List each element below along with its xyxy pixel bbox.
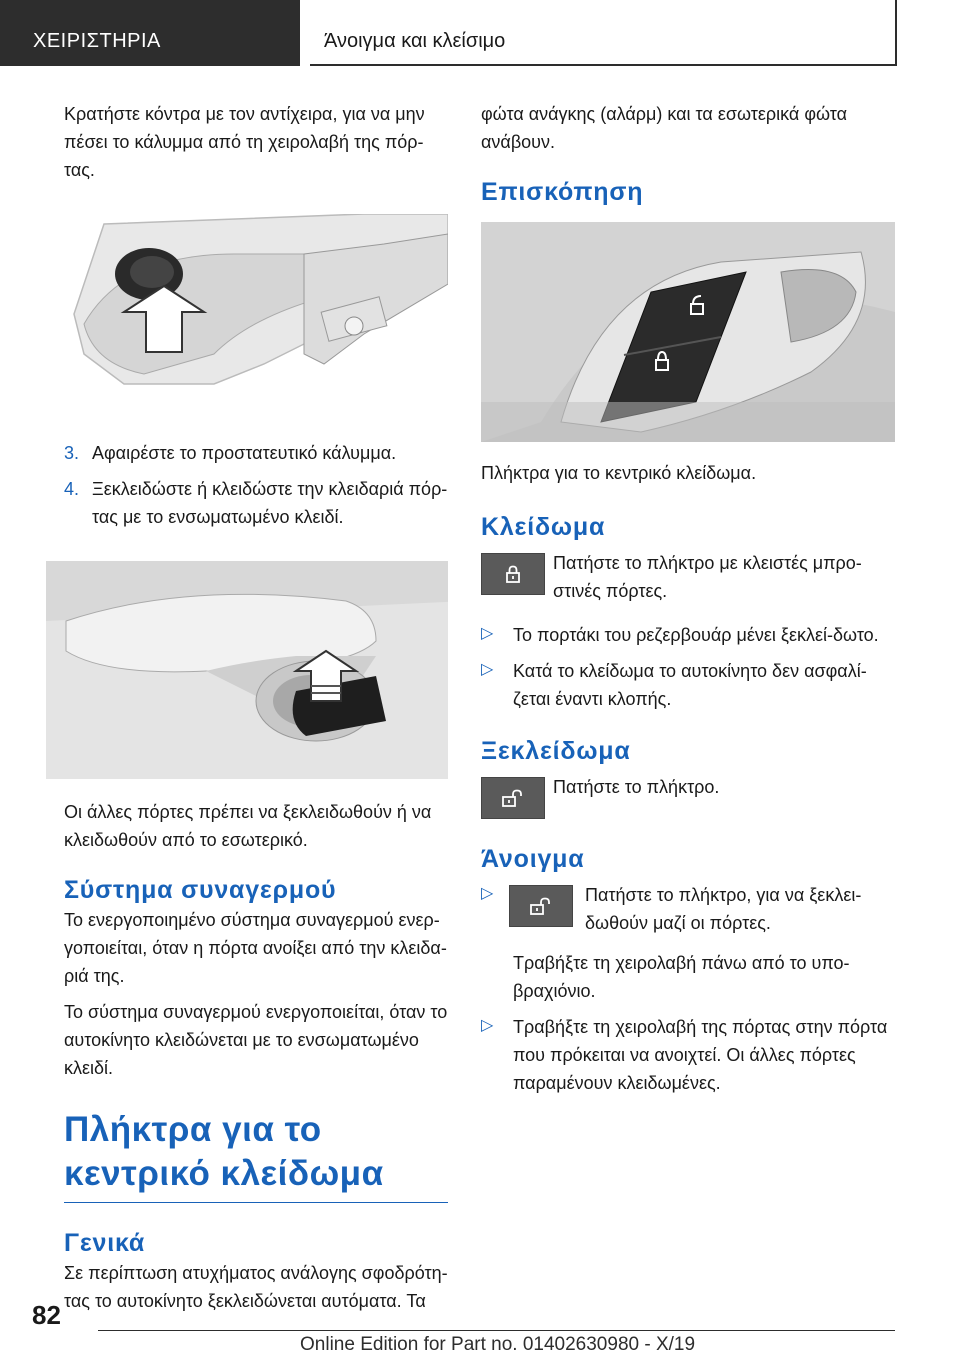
lock-bullet [481,657,895,713]
unlock-text: Πατήστε το πλήκτρο. [553,777,720,797]
lock-icon [503,564,523,584]
open-bullet-text: Τραβήξτε τη χειρολαβή της πόρτας στην πόρτα που πρόκειται να ανοιχτεί. Οι άλλες πόρτες παραμένουν κλειδωμένες. [513,1017,888,1093]
lock-instruction [481,549,895,609]
step-number: 3. [64,443,80,463]
step-item [64,439,448,467]
lock-bullet-text: Το πορτάκι του ρεζερβουάρ μένει ξεκλεί-δωτο. [513,625,879,645]
step-item [64,475,448,531]
lock-button [481,553,545,595]
unlock-icon [528,896,554,916]
unlock-button [509,885,573,927]
lock-bullet [481,621,895,649]
open-sub-paragraph: Τραβήξτε τη χειρολαβή πάνω από το υπο-βραχιόνιο. [513,953,850,1001]
general-heading: Γενικά [64,1229,146,1257]
open-heading: Άνοιγμα [481,845,585,873]
footer-rule [98,1330,895,1331]
section-heading: Πλήκτρα για το κεντρικό κλείδωμα [64,1110,384,1193]
step-number: 4. [64,479,80,499]
open-bullet [481,1013,895,1097]
step-text: Αφαιρέστε το προστατευτικό κάλυμμα. [92,443,397,463]
door-lock-key-illustration [28,561,448,779]
bullet-triangle-icon: ▷ [481,625,494,642]
edition-text: Online Edition for Part no. 01402630980 - X/19 [300,1334,696,1355]
alarm-heading: Σύστημα συναγερμού [64,876,337,904]
alarm-paragraph-2: Το σύστημα συναγερμού ενεργοποιείται, όταν το αυτοκίνητο κλειδώνεται με το ενσωματωμένο κλειδί. [64,1002,448,1078]
bullet-triangle-icon: ▷ [481,885,494,902]
section-tab [0,0,300,66]
left-column [64,100,448,1315]
open-text: Πατήστε το πλήκτρο, για να ξεκλει-δωθούν μαζί οι πόρτες. [585,885,862,933]
unlock-button [481,777,545,819]
lock-bullet-text: Κατά το κλείδωμα το αυτοκίνητο δεν ασφαλί-ζεται έναντι κλοπής. [513,661,867,709]
overview-heading: Επισκόπηση [481,178,644,206]
chapter-tab [310,0,897,66]
section-title: ΧΕΙΡΙΣΤΗΡΙΑ [33,30,161,52]
page-number: 82 [32,1300,61,1330]
handle-cover-illustration [64,214,448,414]
bullet-triangle-icon: ▷ [481,661,494,678]
bullet-triangle-icon: ▷ [481,1017,494,1034]
lock-text: Πατήστε το πλήκτρο με κλειστές μπρο-στινές πόρτες. [553,553,862,601]
open-bullet [481,881,895,941]
general-paragraph: Σε περίπτωση ατυχήματος ανάλογης σφοδρότη-τας το αυτοκίνητο ξεκλειδώνεται αυτόματα. Τα [64,1263,448,1311]
right-column [481,100,895,1097]
page-footer [0,1300,960,1362]
unlock-heading: Ξεκλείδωμα [481,737,631,765]
continued-paragraph: φώτα ανάγκης (αλάρμ) και τα εσωτερικά φώτα ανάβουν. [481,104,848,152]
unlock-icon [500,788,526,808]
chapter-title: Άνοιγμα και κλείσιμο [324,30,506,52]
alarm-paragraph-1: Το ενεργοποιημένο σύστημα συναγερμού ενερ-γοποιείται, όταν η πόρτα ανοίξει από την κλειδα-ριά της. [64,910,447,986]
central-locking-buttons-illustration [481,222,895,442]
after-image-paragraph: Οι άλλες πόρτες πρέπει να ξεκλειδωθούν ή να κλειδωθούν από το εσωτερικό. [64,802,432,850]
intro-paragraph: Κρατήστε κόντρα με τον αντίχειρα, για να μην πέσει το κάλυμμα από τη χειρολαβή της πόρ-τας. [64,104,425,180]
unlock-instruction [481,773,895,833]
lock-heading: Κλείδωμα [481,513,606,541]
page-header [0,0,960,66]
overview-caption: Πλήκτρα για το κεντρικό κλείδωμα. [481,463,757,483]
step-text: Ξεκλειδώστε ή κλειδώστε την κλειδαριά πόρ-τας με το ενσωματωμένο κλειδί. [92,479,448,527]
